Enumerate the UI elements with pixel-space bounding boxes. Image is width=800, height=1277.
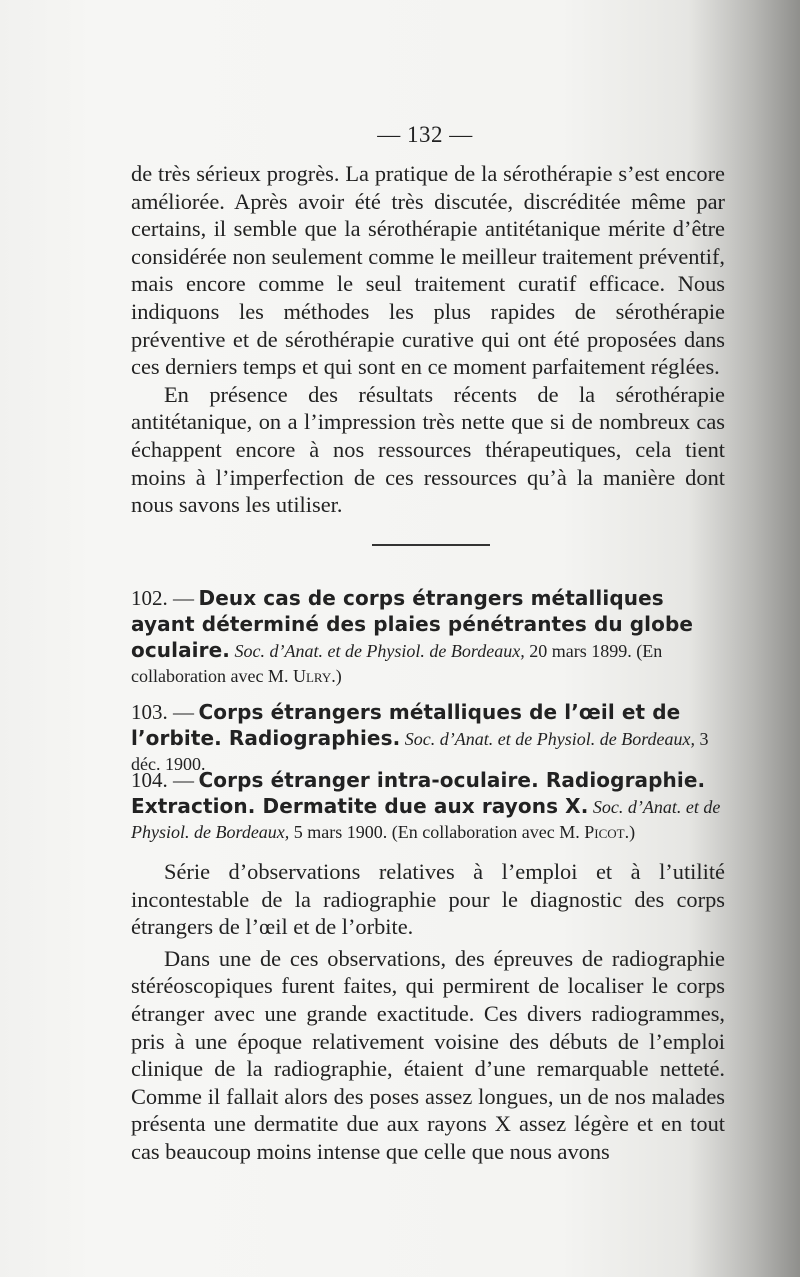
- intro-paragraph-2: En présence des résultats récents de la sérothérapie antitétanique, on a l’impression très nette que si de nombreux cas échappent encore à nos ressources thérapeutiques, cela tient moins à l’imperfection de ces ressources qu’à la manière dont nous savons les utiliser.: [131, 381, 725, 518]
- entry-number: 103. —: [131, 700, 194, 724]
- entry-collaborator: Ulry: [292, 666, 332, 686]
- entry-note-prefix: (En collaboration avec M.: [391, 822, 580, 842]
- entry-date: 20 mars 1899.: [529, 641, 632, 661]
- body-paragraph-1: Série d’observations relatives à l’emploi et à l’utilité incontestable de la radiographie pour le diagnostic des corps étrangers de l’œil et de l’orbite.: [131, 859, 725, 940]
- section-divider: [372, 544, 490, 546]
- intro-text: [131, 160, 725, 519]
- entry-number: 104. —: [131, 768, 194, 792]
- entry-title: Deux cas de corps étrangers métalliques ayant déterminé des plaies pénétrantes du globe oculaire.: [131, 586, 694, 662]
- entry-collaborator: Picot: [584, 822, 625, 842]
- bibliography-entry-103: [131, 700, 725, 777]
- entry-number: 102. —: [131, 586, 194, 610]
- entry-note-suffix: .): [624, 822, 636, 842]
- entry-title: Corps étranger intra-oculaire. Radiographie. Extraction. Dermatite due aux rayons X.: [131, 768, 706, 818]
- entry-source: Soc. d’Anat. et de Physiol. de Bordeaux,: [404, 729, 696, 749]
- page-number: — 132 —: [377, 122, 473, 147]
- body-text: [131, 858, 725, 1166]
- entry-source: Soc. d’Anat. et de Physiol. de Bordeaux,: [131, 797, 721, 842]
- entry-title: Corps étrangers métalliques de l’œil et de l’orbite. Radiographies.: [131, 700, 681, 750]
- bibliography-entry-102: [131, 586, 725, 689]
- entry-source: Soc. d’Anat. et de Physiol. de Bordeaux,: [234, 641, 525, 661]
- entry-date: 3 déc. 1900.: [131, 729, 709, 774]
- bibliography-entry-104: [131, 768, 725, 845]
- intro-paragraph-1: de très sérieux progrès. La pratique de la sérothérapie s’est encore améliorée. Après avoir été très discutée, discréditée même par certains, il semble que la sérothérapie antitétanique mérite d’être considérée non seulement comme le meilleur traitement préventif, mais encore comme le seul traitement curatif efficace. Nous indiquons les méthodes les plus rapides de sérothérapie préventive et de sérothérapie curative qui ont été proposées dans ces derniers temps et qui sont en ce moment parfaitement réglées.: [131, 161, 725, 380]
- entry-note-suffix: .): [331, 666, 342, 686]
- body-paragraph-2: Dans une de ces observations, des épreuves de radiographie stéréoscopiques furent faites, qui permirent de localiser le corps étranger avec une grande exactitude. Ces divers radiogrammes, pris à une époque relativement voisine des débuts de l’emploi clinique de la radiographie, étaient d’une remarquable netteté. Comme il fallait alors des poses assez longues, un de nos malades présenta une dermatite due aux rayons X assez légère et en tout cas beaucoup moins intense que celle que nous avons: [131, 945, 725, 1164]
- entry-date: 5 mars 1900.: [293, 822, 388, 842]
- entry-note-prefix: (En collaboration avec M.: [131, 641, 663, 686]
